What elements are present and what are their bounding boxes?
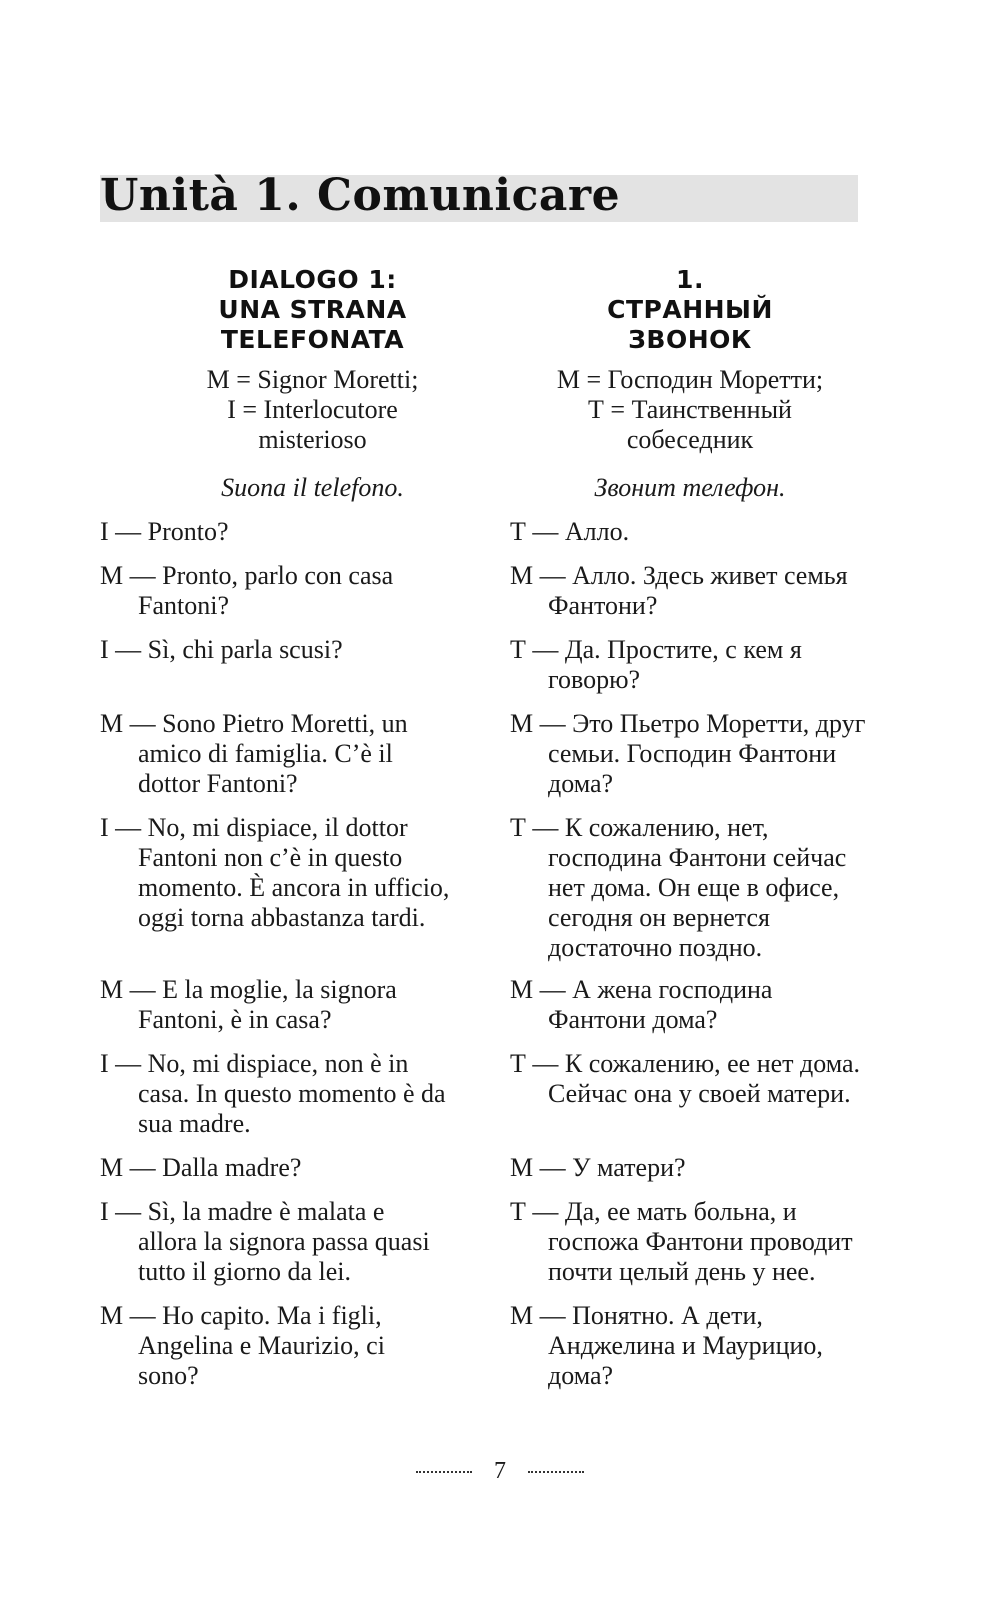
dialogue-line: I — Sì, la madre è malata e allora la signora passa quasi tutto il giorno da lei. (100, 1197, 430, 1286)
dialogue-line: Т — Да. Простите, с кем я говорю? (510, 635, 802, 694)
russian-stage-direction: Звонит телефон. (594, 473, 786, 502)
cast-line: собеседник (626, 425, 754, 454)
russian-column (510, 265, 870, 1405)
heading-line: TELEFONATA (220, 325, 405, 354)
heading-line: DIALOGO 1: (228, 265, 397, 294)
russian-dialogue-heading (510, 265, 870, 365)
italian-stage-direction: Suona il telefono. (221, 473, 404, 502)
cast-line: misterioso (258, 425, 367, 454)
russian-cast-list (510, 365, 870, 473)
dotted-leader-right (528, 1471, 584, 1473)
dialogue-line: I — No, mi dispiace, il dottor Fantoni non c’è in questo momento. È ancora in ufficio, oggi torna abbastanza tardi. (100, 813, 450, 932)
dialogue-line: Т — Да, ее мать больна, и госпожа Фантони проводит почти целый день у нее. (510, 1197, 853, 1286)
dialogue-line: M — Ho capito. Ma i figli, Angelina e Maurizio, ci sono? (100, 1301, 385, 1390)
dialogue-line: I — Pronto? (100, 517, 229, 546)
cast-line: I = Interlocutore (227, 395, 398, 424)
dotted-leader-left (416, 1471, 472, 1473)
cast-line: M = Signor Moretti; (206, 365, 419, 394)
dialogue-line: I — Sì, chi parla scusi? (100, 635, 343, 664)
heading-line: UNA STRANA (218, 295, 407, 324)
dialogue-line: М — У матери? (510, 1153, 686, 1182)
cast-line: Т = Таинственный (588, 395, 792, 424)
italian-column (100, 265, 450, 1405)
dialogue-line: Т — К сожалению, ее нет дома. Сейчас она у своей матери. (510, 1049, 861, 1108)
dialogue-line: M — Pronto, parlo con casa Fantoni? (100, 561, 394, 620)
dialogue-line: I — No, mi dispiace, non è in casa. In questo momento è da sua madre. (100, 1049, 446, 1138)
unit-title: Unità 1. Comunicare (100, 170, 621, 221)
dialogue-line: М — Понятно. А дети, Анджелина и Маурицио, дома? (510, 1301, 823, 1390)
dialogue-line: M — E la moglie, la signora Fantoni, è in casa? (100, 975, 397, 1034)
dialogue-line: M — Dalla madre? (100, 1153, 302, 1182)
page-footer (0, 1456, 1000, 1486)
dialogue-line: Т — Алло. (510, 517, 630, 546)
dialogue-line: М — А жена господина Фантони дома? (510, 975, 773, 1034)
dialogue-line: М — Алло. Здесь живет семья Фантони? (510, 561, 848, 620)
dialogue-line: Т — К сожалению, нет, господина Фантони сейчас нет дома. Он еще в офисе, сегодня он вернется достаточно поздно. (510, 813, 847, 962)
dialogue-line: M — Sono Pietro Moretti, un amico di famiglia. C’è il dottor Fantoni? (100, 709, 408, 798)
cast-line: М = Господин Моретти; (556, 365, 824, 394)
heading-line: ЗВОНОК (628, 325, 752, 354)
italian-dialogue-heading (100, 265, 450, 365)
italian-cast-list (100, 365, 450, 473)
heading-line: СТРАННЫЙ (607, 295, 773, 324)
page-number: 7 (494, 1458, 506, 1484)
heading-line: 1. (676, 265, 704, 294)
dialogue-line: М — Это Пьетро Моретти, друг семьи. Господин Фантони дома? (510, 709, 866, 798)
